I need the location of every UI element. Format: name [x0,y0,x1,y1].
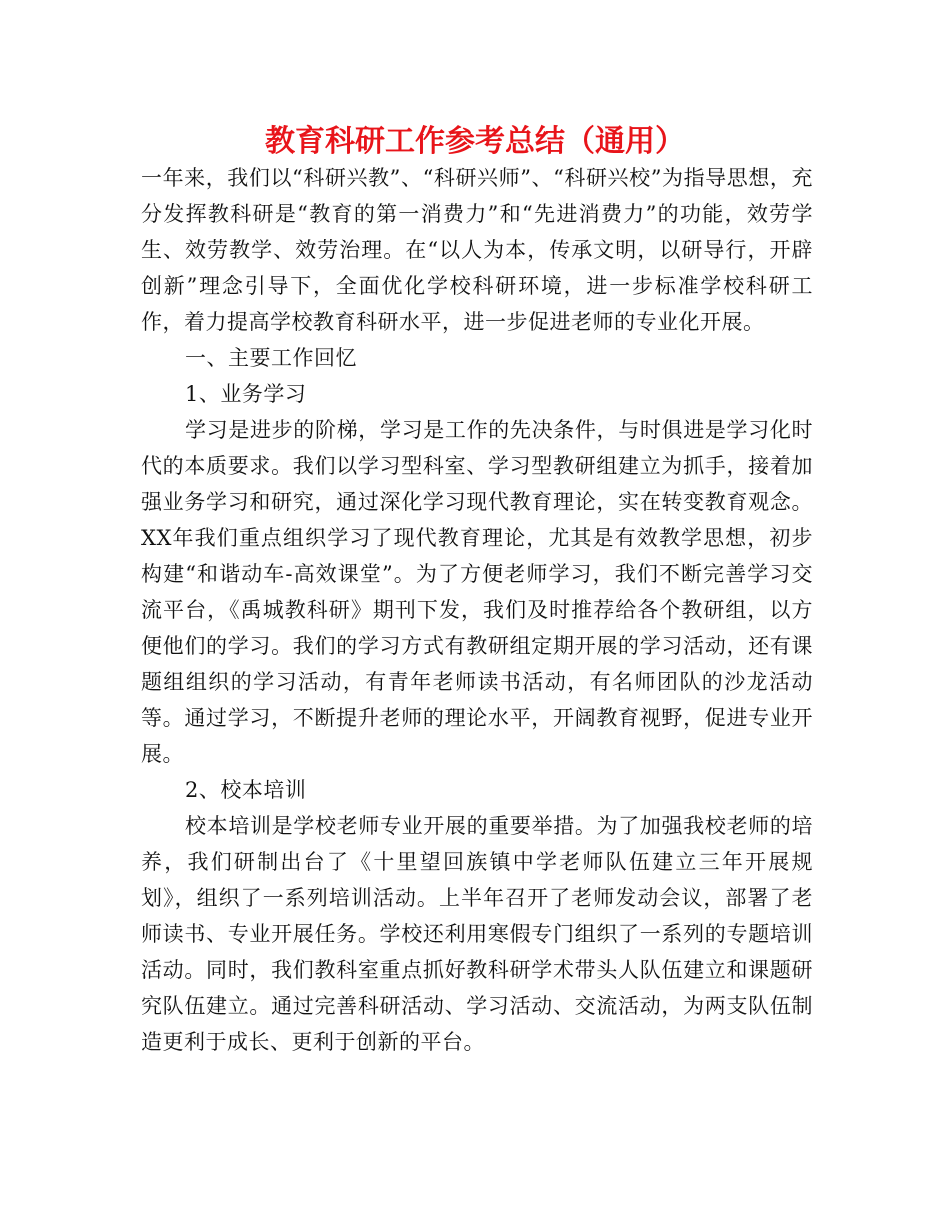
subsection-heading-study: 1、业务学习 [185,382,307,406]
paragraph-training: 校本培训是学校老师专业开展的重要举措。为了加强我校老师的培养，我们研制出台了《十里望回族镇中学老师队伍建立三年开展规划》，组织了一系列培训活动。上半年召开了老师发动会议，部署了老师读书、专业开展任务。学校还利用寒假专门组织了一系列的专题培训活动。同时，我们教科室重点抓好教科研学术带头人队伍建立和课题研究队伍建立。通过完善科研活动、学习活动、交流活动，为两支队伍制造更利于成长、更利于创新的平台。 [141,814,813,1054]
subsection-heading-training: 2、校本培训 [185,778,307,802]
paragraph-intro: 一年来，我们以“科研兴教”、“科研兴师”、“科研兴校”为指导思想，充分发挥教科研是“教育的第一消费力”和“先进消费力”的功能，效劳学生、效劳教学、效劳治理。在“以人为本，传承文明，以研导行，开辟创新”理念引导下，全面优化学校科研环境，进一步标准学校科研工作，着力提高学校教育科研水平，进一步促进老师的专业化开展。 [141,166,813,334]
document-title: 教育科研工作参考总结（通用） [265,124,685,159]
section-heading-main-work: 一、主要工作回忆 [185,346,357,370]
paragraph-study: 学习是进步的阶梯，学习是工作的先决条件，与时俱进是学习化时代的本质要求。我们以学习型科室、学习型教研组建立为抓手，接着加强业务学习和研究，通过深化学习现代教育理论，实在转变教育观念。XX年我们重点组织学习了现代教育理论，尤其是有效教学思想，初步构建“和谐动车-高效课堂”。为了方便老师学习，我们不断完善学习交流平台，《禹城教科研》期刊下发，我们及时推荐给各个教研组，以方便他们的学习。我们的学习方式有教研组定期开展的学习活动，还有课题组组织的学习活动，有青年老师读书活动，有名师团队的沙龙活动等。通过学习，不断提升老师的理论水平，开阔教育视野，促进专业开展。 [141,418,813,766]
document-body [141,160,813,1060]
